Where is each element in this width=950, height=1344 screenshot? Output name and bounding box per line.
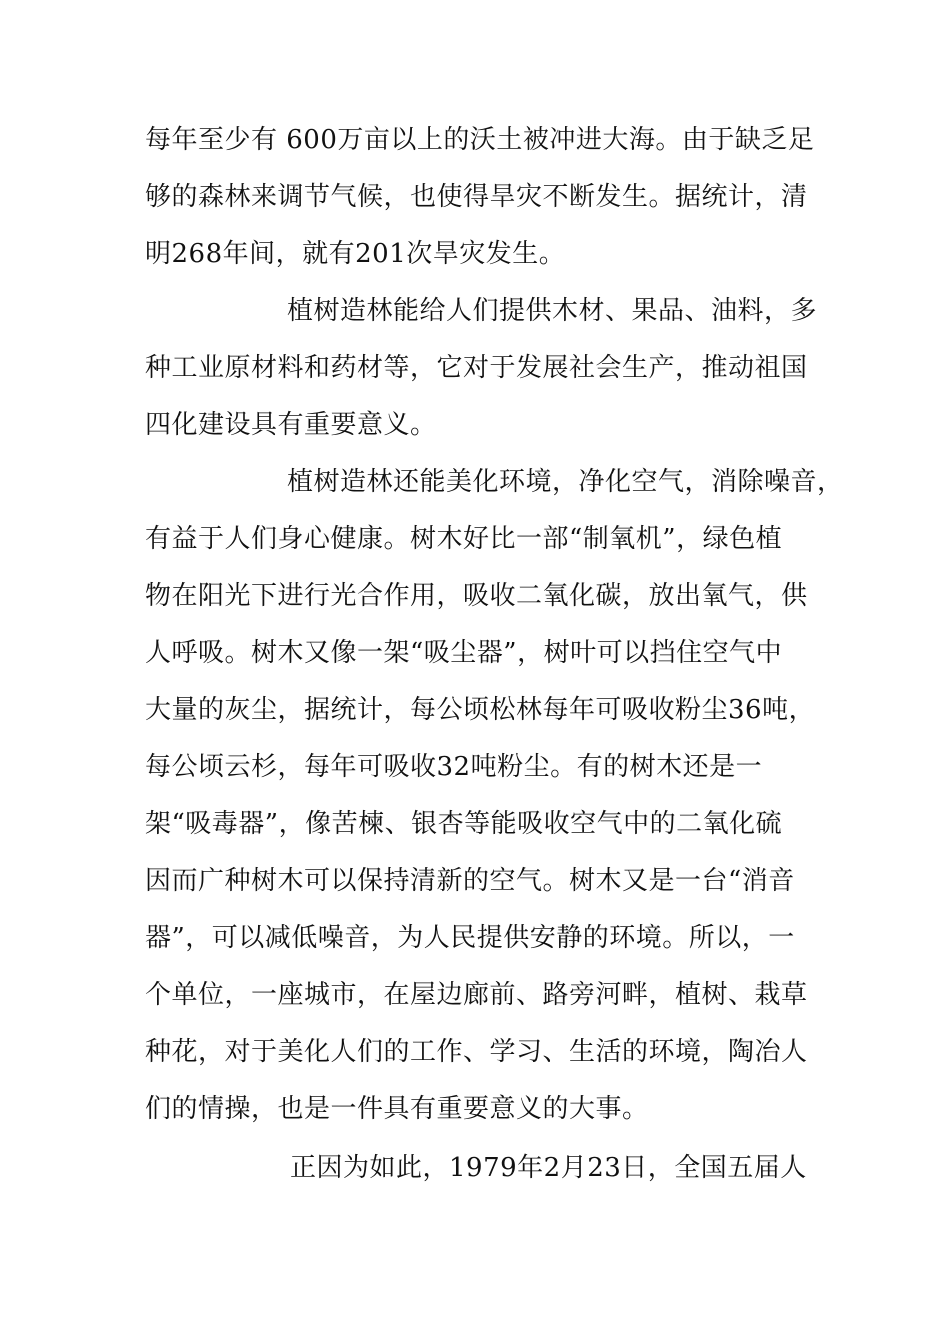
text-line-9: 物在阳光下进行光合作用，吸收二氧化碳，放出氧气，供 <box>145 581 808 611</box>
text-line-2: 够的森林来调节气候，也使得旱灾不断发生。据统计，清 <box>145 182 808 212</box>
text-line-4: 植树造林能给人们提供木材、果品、油料，多 <box>287 296 818 326</box>
text-line-12: 每公顷云杉，每年可吸收32吨粉尘。有的树木还是一 <box>145 752 763 782</box>
text-line-14: 因而广种树木可以保持清新的空气。树木又是一台“消音 <box>145 866 795 896</box>
text-line-19: 正因为如此，1979年2月23日，全国五届人 <box>290 1153 807 1183</box>
text-line-11: 大量的灰尘，据统计，每公顷松林每年可吸收粉尘36吨， <box>145 695 816 725</box>
text-line-3: 明268年间，就有201次旱灾发生。 <box>145 239 566 269</box>
text-line-18: 们的情操，也是一件具有重要意义的大事。 <box>145 1094 649 1124</box>
text-line-15: 器”，可以减低噪音，为人民提供安静的环境。所以，一 <box>145 923 795 953</box>
text-line-7: 植树造林还能美化环境，净化空气，消除噪音， <box>287 467 844 497</box>
text-line-1: 每年至少有 600万亩以上的沃土被冲进大海。由于缺乏足 <box>145 125 815 155</box>
text-line-6: 四化建设具有重要意义。 <box>145 410 437 440</box>
text-line-16: 个单位，一座城市，在屋边廊前、路旁河畔，植树、栽草 <box>145 980 808 1010</box>
text-line-8: 有益于人们身心健康。树木好比一部“制氧机”，绿色植 <box>145 524 783 554</box>
text-line-5: 种工业原材料和药材等，它对于发展社会生产，推动祖国 <box>145 353 808 383</box>
text-line-17: 种花，对于美化人们的工作、学习、生活的环境，陶冶人 <box>145 1037 808 1067</box>
text-line-10: 人呼吸。树木又像一架“吸尘器”，树叶可以挡住空气中 <box>145 638 783 668</box>
text-line-13: 架“吸毒器”，像苦楝、银杏等能吸收空气中的二氧化硫 <box>145 809 783 839</box>
